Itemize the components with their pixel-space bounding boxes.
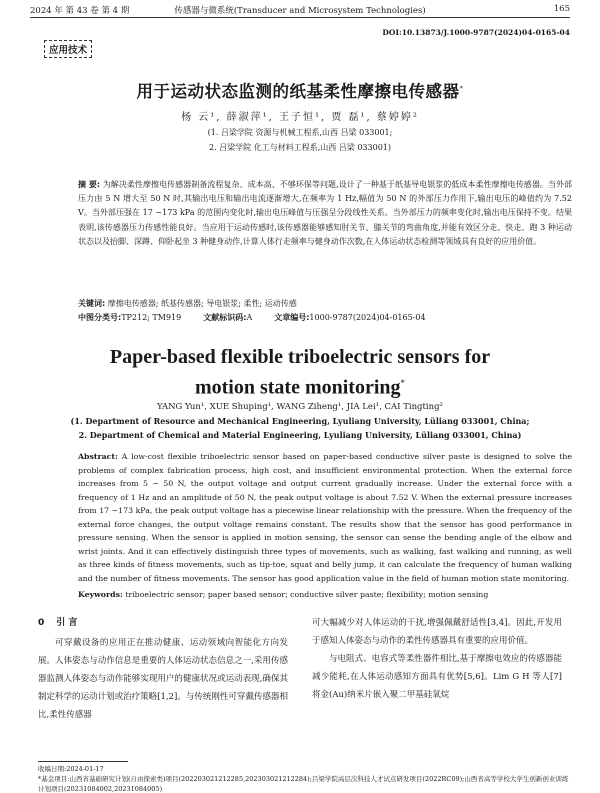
article-no-value: 1000-9787(2024)04-0165-04 — [309, 313, 426, 322]
title-chinese-text: 用于运动状态监测的纸基柔性摩擦电传感器 — [136, 82, 460, 101]
keywords-cn-label: 关键词: — [78, 299, 106, 308]
intro-paragraph-1-cont: 可大幅减少对人体运动的干扰,增强佩戴舒适性[3,4]。因此,开发用于感知人体姿态与动作的柔性传感器具有重要的应用价值。 — [312, 618, 562, 646]
abstract-cn-label: 摘 要: — [78, 180, 101, 189]
fund-info: *基金项目:山西省基础研究计划(自由探索类)项目(202203021212285,202303021212284);吕梁学院高层次科技人才试点研发项目(2022RC09);山西省高等学校大学生创新创业训练计划项目(20231084002,20231084005) — [38, 775, 569, 793]
abstract-cn-text: 为解决柔性摩擦电传感器制备流程复杂、成本高、不够环保等问题,设计了一种基于纸基导电银浆的低成本柔性摩擦电传感器。当外部压力由 5 N 增大至 50 N 时,其输出电压和输出电流逐渐增大,在频率为 1 Hz,幅值为 50 N 的外部压力作用下,输出电压的峰值约为 7.52 V。当外部压强在 17 ~173 kPa 的范围内变化时,输出电压峰值与压强呈分段线性关系。当外部压力的频率变化时,输出电压保持不变。结果表明,该传感器压力传感性能良好。当应用于运动传感时,该传感器能够感知肘关节、膝关节的弯曲角度,并能有效区分走、快走、跑 3 种运动状态以及抬脚、深蹲、仰卧起坐 3 种健身动作,计算人体行走频率与健身动作次数,在人体运动状态检测等领域具有良好的应用价值。 — [78, 180, 573, 246]
title-chinese — [0, 78, 600, 102]
title-en-line1: Paper-based flexible triboelectric sensors for — [109, 346, 491, 368]
keywords-chinese — [78, 298, 572, 309]
affiliation-cn-2: 2. 吕梁学院 化工与材料工程系,山西 吕梁 033001) — [208, 143, 391, 152]
abstract-en-text: A low-cost flexible triboelectric sensor based on paper-based conductive silver paste is designed to solve the problems of complex fabrication process, high cost, and insufficient environmental protection. When the external force increases from 5 ~ 50 N, the output voltage and output current gradually increase. Under the external force with a frequency of 1 Hz and an amplitude of 50 N, the peak output voltage is about 7.52 V. When the external pressure increases from 17 ~173 kPa, the peak output voltage has a piecewise linear relationship with the pressure. When the frequency of the external force changes, the output voltage remains constant. The results show that the sensor has good performance in pressure sensing. When the sensor is applied in motion sensing, the sensor can sense the bending angle of the elbow and wrist joints. And it can effectively distinguish three types of movements, such as walking, fast walking and running, as well as three kinds of fitness movements, such as tip-toe, squat and belly jump, it can calculate the frequency of human walking and the number of fitness movements. The sensor has good application value in the field of human motion state monitoring. — [78, 452, 572, 583]
running-header — [30, 4, 570, 18]
article-number — [274, 312, 425, 323]
title-chinese-mark: * — [459, 84, 464, 93]
classification-line — [78, 312, 572, 323]
footnotes — [38, 764, 572, 793]
doc-code — [203, 312, 252, 323]
keywords-en-text: triboelectric sensor; paper based sensor; conductive silver paste; flexibility; motion sensing — [125, 590, 489, 599]
body-column-left — [38, 614, 288, 724]
clc-value: TP212; TM919 — [121, 313, 182, 322]
abstract-en-label: Abstract: — [78, 452, 118, 461]
section-heading-introduction — [38, 614, 288, 632]
doc-code-value: A — [246, 313, 253, 322]
section-tag: 应用技术 — [44, 40, 92, 58]
authors-english: YANG Yun¹, XUE Shuping¹, WANG Ziheng¹, JIA Lei¹, CAI Tingting² — [157, 402, 443, 412]
keywords-en-label: Keywords: — [78, 590, 123, 599]
title-en-line2: motion state monitoring — [194, 376, 401, 399]
section-title: 引 言 — [56, 618, 78, 628]
doc-code-label: 文献标识码: — [203, 313, 247, 322]
body-column-right — [312, 614, 562, 704]
affiliation-en-1: (1. Department of Resource and Mechanical Engineering, Lyuliang University, Lüliang 033001, China; — [70, 416, 530, 426]
page-number: 165 — [553, 4, 570, 14]
intro-paragraph-1: 可穿戴设备的应用正在推动健康、运动领域向智能化方向发展。人体姿态与动作信息是重要的人体运动状态信息之一,采用传感器监测人体姿态与动作能够实现用户的健康状况或运动表现,确保其制定科学的运动计划或治疗策略[1,2]。与传统刚性可穿戴传感器相比,柔性传感器 — [38, 638, 288, 720]
clc-label: 中图分类号: — [78, 313, 122, 322]
footnote-divider — [38, 761, 128, 762]
journal-name: 传感器与微系统(Transducer and Microsystem Technologies) — [174, 6, 426, 16]
received-date: 收稿日期:2024-01-17 — [38, 765, 104, 773]
intro-paragraph-2: 与电阻式、电容式等柔性器件相比,基于摩擦电效应的传感器能减少能耗,在人体运动感知方面具有优势[5,6]。Lim G H 等人[7] 将金(Au)纳米片嵌入聚二甲基硅氧烷 — [312, 654, 562, 700]
affiliation-en-2: 2. Department of Chemical and Material Engineering, Lyuliang University, Lüliang 033001, China) — [78, 430, 522, 440]
title-en-mark: * — [400, 378, 406, 388]
title-en-line2-wrap — [0, 370, 600, 401]
article-no-label: 文章编号: — [274, 313, 310, 322]
abstract-chinese — [78, 178, 572, 249]
keywords-cn-text: 摩擦电传感器; 纸基传感器; 导电银浆; 柔性; 运动传感 — [107, 299, 297, 308]
section-number: 0 — [38, 618, 45, 628]
title-english — [0, 344, 600, 401]
clc — [78, 312, 181, 323]
affiliation-cn-1: (1. 吕梁学院 资源与机械工程系,山西 吕梁 033001; — [207, 128, 393, 137]
journal-issue: 2024 年 第 43 卷 第 4 期 — [30, 6, 130, 16]
doi: DOI:10.13873/J.1000-9787(2024)04-0165-04 — [382, 28, 570, 37]
authors-chinese: 杨 云¹, 薛淑萍¹, 王子恒¹, 贾 磊¹, 蔡婷婷² — [181, 112, 419, 123]
abstract-english — [78, 450, 572, 585]
keywords-english — [78, 590, 572, 599]
